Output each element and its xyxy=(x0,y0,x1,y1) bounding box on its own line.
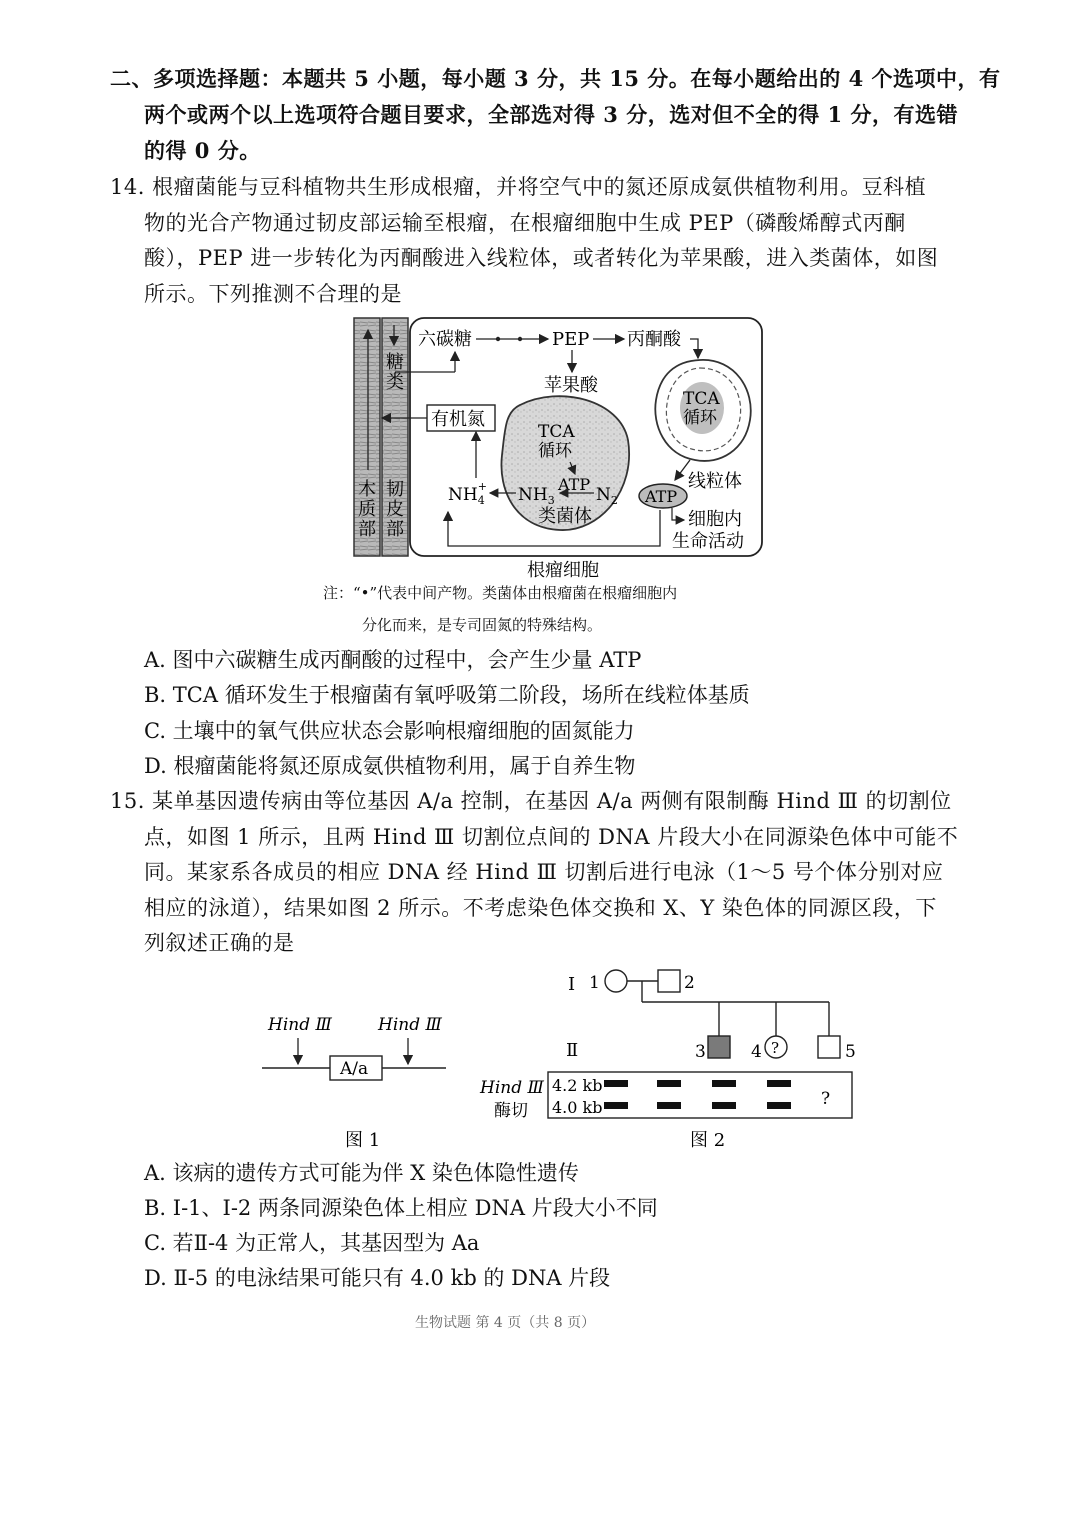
person-3-affected-male xyxy=(708,1036,730,1058)
q15-stem-line-2: 点，如图 1 所示，且两 Hind Ⅲ 切割位点间的 DNA 片段大小在同源染色体中可能不 xyxy=(144,825,959,849)
lane-4-band-40 xyxy=(767,1102,791,1109)
phloem-label-1: 韧 xyxy=(386,479,404,500)
malate-label: 苹果酸 xyxy=(544,375,598,396)
hindiii-left-label: Hind Ⅲ xyxy=(268,1015,332,1035)
gene-label: A/a xyxy=(340,1059,369,1079)
q14-stem-line-3: 酸），PEP 进一步转化为丙酮酸进入线粒体，或者转化为苹果酸，进入类菌体，如图 xyxy=(144,246,939,270)
person-4-label: 4 xyxy=(751,1042,762,1062)
bacteroid-atp-label: ATP xyxy=(558,475,591,494)
xylem-label-2: 质 xyxy=(358,499,376,520)
generation-i-label: Ⅰ xyxy=(568,974,576,995)
phloem-label-2: 皮 xyxy=(386,499,404,520)
lane-1-band-40 xyxy=(604,1102,628,1109)
lane-3-band-42 xyxy=(712,1080,736,1087)
phloem-label-3: 部 xyxy=(386,519,404,540)
lane-5-unknown: ? xyxy=(821,1089,831,1109)
q14-note-line-1: 注：“•”代表中间产物。类菌体由根瘤菌在根瘤细胞内 xyxy=(323,584,678,602)
digest-label-2: 酶切 xyxy=(494,1101,528,1121)
q14-stem-line-1: 14. 根瘤菌能与豆科植物共生形成根瘤，并将空气中的氮还原成氨供植物利用。豆科植 xyxy=(110,175,927,199)
q15-option-d[interactable]: D. Ⅱ-5 的电泳结果可能只有 4.0 kb 的 DNA 片段 xyxy=(144,1266,611,1290)
lane-3-band-40 xyxy=(712,1102,736,1109)
q15-option-a[interactable]: A. 该病的遗传方式可能为伴 X 染色体隐性遗传 xyxy=(144,1161,579,1185)
q15-option-b[interactable]: B. Ⅰ-1、Ⅰ-2 两条同源染色体上相应 DNA 片段大小不同 xyxy=(144,1196,658,1220)
person-5-male xyxy=(818,1036,840,1058)
section-header-line-3: 的得 0 分。 xyxy=(144,138,261,163)
figure-1-caption: 图 1 xyxy=(345,1130,381,1151)
q14-option-d[interactable]: D. 根瘤菌能将氮还原成氨供植物利用，属于自养生物 xyxy=(144,754,636,778)
pep-label: PEP xyxy=(552,329,590,350)
kb-42-label: 4.2 kb xyxy=(552,1076,603,1095)
cell-life-label-2: 生命活动 xyxy=(672,531,744,552)
person-4-unknown-mark: ? xyxy=(771,1039,780,1057)
mito-tca-label-2: 循环 xyxy=(683,408,717,428)
person-1-female xyxy=(605,970,627,992)
section-header-line-1: 二、多项选择题：本题共 5 小题，每小题 3 分，共 15 分。在每小题给出的 4 个选项中，有 xyxy=(110,66,1001,91)
lane-4-band-42 xyxy=(767,1080,791,1087)
xylem-label-3: 部 xyxy=(358,519,376,540)
person-3-label: 3 xyxy=(695,1042,706,1062)
xylem-label-1: 木 xyxy=(358,479,376,500)
q15-figure-2-pedigree-gel xyxy=(470,960,870,1155)
q15-stem-line-1: 15. 某单基因遗传病由等位基因 A/a 控制，在基因 A/a 两侧有限制酶 Hind Ⅲ 的切割位 xyxy=(110,789,952,813)
digest-label-1: Hind Ⅲ xyxy=(480,1078,544,1098)
atp-oval-label: ATP xyxy=(645,487,678,506)
person-5-label: 5 xyxy=(845,1042,856,1062)
q14-stem-line-2: 物的光合产物通过韧皮部运输至根瘤，在根瘤细胞中生成 PEP（磷酸烯醇式丙酮 xyxy=(144,211,906,235)
person-2-male xyxy=(658,970,680,992)
section-header-line-2: 两个或两个以上选项符合题目要求，全部选对得 3 分，选对但不全的得 1 分，有选错 xyxy=(144,102,958,127)
q14-root-nodule-diagram xyxy=(340,312,780,582)
q15-stem-line-4: 相应的泳道），结果如图 2 所示。不考虑染色体交换和 X、Y 染色体的同源区段，下 xyxy=(144,896,937,920)
mito-tca-label-1: TCA xyxy=(683,389,720,409)
pyruvate-label: 丙酮酸 xyxy=(627,329,681,350)
kb-40-label: 4.0 kb xyxy=(552,1098,603,1117)
lane-2-band-40 xyxy=(657,1102,681,1109)
q14-stem-line-4: 所示。下列推测不合理的是 xyxy=(144,282,402,306)
mitochondria-label: 线粒体 xyxy=(688,471,742,492)
q14-option-a[interactable]: A. 图中六碳糖生成丙酮酸的过程中，会产生少量 ATP xyxy=(144,648,642,672)
q15-stem-line-5: 列叙述正确的是 xyxy=(144,931,295,955)
root-nodule-cell-caption: 根瘤细胞 xyxy=(527,560,599,581)
n2-label: $N_2$ xyxy=(596,485,618,507)
bacteroid-tca-label-2: 循环 xyxy=(538,441,572,461)
q14-note-line-2: 分化而来，是专司固氮的特殊结构。 xyxy=(362,616,603,634)
figure-2-caption: 图 2 xyxy=(690,1130,726,1151)
cell-life-label-1: 细胞内 xyxy=(688,509,742,530)
q15-stem-line-3: 同。某家系各成员的相应 DNA 经 Hind Ⅲ 切割后进行电泳（1～5 号个体分别对应 xyxy=(144,860,944,884)
q15-figure-1 xyxy=(255,1005,460,1155)
organic-nitrogen-label: 有机氮 xyxy=(431,409,485,430)
nh3-label: $NH_3$ xyxy=(518,485,555,507)
q14-option-b[interactable]: B. TCA 循环发生于根瘤菌有氧呼吸第二阶段，场所在线粒体基质 xyxy=(144,683,750,707)
hexose-label: 六碳糖 xyxy=(418,329,472,350)
lane-2-band-42 xyxy=(657,1080,681,1087)
bacteroid-label: 类菌体 xyxy=(538,506,592,527)
lane-1-band-42 xyxy=(604,1080,628,1087)
q14-option-c[interactable]: C. 土壤中的氧气供应状态会影响根瘤细胞的固氮能力 xyxy=(144,719,635,743)
generation-ii-label: Ⅱ xyxy=(566,1040,579,1061)
page-footer: 生物试题 第 4 页（共 8 页） xyxy=(415,1315,596,1331)
person-2-label: 2 xyxy=(684,973,695,993)
q15-option-c[interactable]: C. 若Ⅱ-4 为正常人，其基因型为 Aa xyxy=(144,1231,480,1255)
phloem-sugar-label-1: 糖 xyxy=(386,352,404,373)
person-1-label: 1 xyxy=(589,973,600,993)
phloem-sugar-label-2: 类 xyxy=(386,372,404,393)
nh4-label: $NH_4+$ xyxy=(448,480,487,507)
hindiii-right-label: Hind Ⅲ xyxy=(378,1015,442,1035)
bacteroid-tca-label-1: TCA xyxy=(538,422,575,442)
